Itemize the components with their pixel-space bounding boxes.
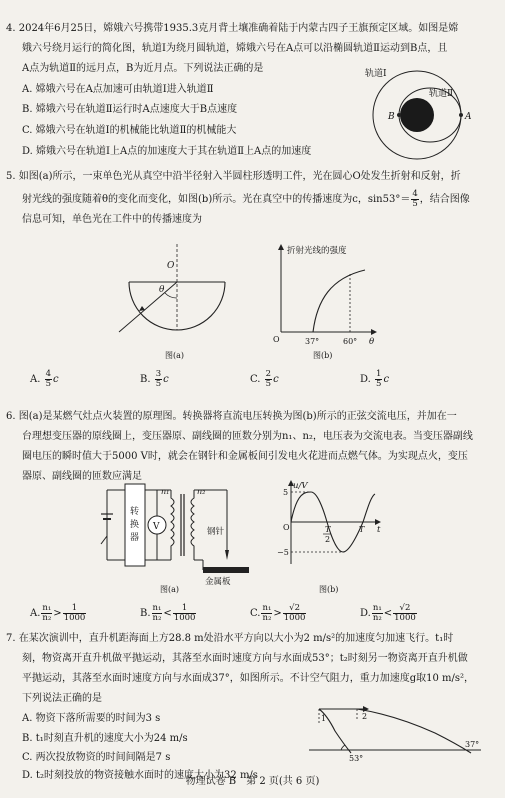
incident-ray xyxy=(119,282,177,332)
primary-coil xyxy=(171,490,174,560)
sin53-fraction: $\frac{4}{5}$ xyxy=(412,189,418,209)
trajectory-2-label: 2 xyxy=(362,712,368,721)
q6-voltage-figure xyxy=(275,478,385,598)
figure-b-caption: 图(b) xyxy=(313,351,333,360)
q5-option-d[interactable]: D. $\frac{1}{5}$ c xyxy=(360,369,390,389)
page-footer: 物理试卷 B 第 2 页(共 6 页) xyxy=(185,776,320,787)
orbit-2-label: 轨道Ⅱ xyxy=(429,89,454,99)
y-axis-arrow xyxy=(278,244,284,250)
q5-figure-a xyxy=(115,240,235,365)
q5-figure-b xyxy=(265,240,385,365)
tick-half-t-den: 2 xyxy=(325,535,331,544)
theta-arc xyxy=(165,293,177,298)
q4-stem-line-3: A点为轨道Ⅱ的远月点，B为近月点。下列说法正确的是 xyxy=(22,63,264,74)
needle-label: 钢针 xyxy=(207,527,225,537)
q7-stem-line-3: 平抛运动，其落至水面时速度方向与水面成37°，如图所示。不计空气阻力，重力加速度g取10 m/s²， xyxy=(22,673,475,684)
q6-stem-line-2: 台理想变压器的原线圈上，变压器原、副线圈的匝数分别为n₁、n₂，电压表为交流电表。当变压器副线 xyxy=(22,431,473,442)
voltmeter-label: V xyxy=(153,522,160,532)
q4-stem-line-1: 4. 2024年6月25日，嫦娥六号携带1935.3克月背土壤准确着陆于内蒙古四子王旗预定区域。如图是嫦 xyxy=(6,23,459,34)
q4-option-c[interactable]: C. 嫦娥六号在轨道Ⅰ的机械能比轨道Ⅱ的机械能大 xyxy=(22,125,237,136)
q7-option-b[interactable]: B. t₁时刻直升机的速度大小为24 m/s xyxy=(22,733,188,744)
q6-option-c[interactable]: C. $\frac{\text{n₁}}{\text{n₂}}$ > $\frac{√2}{1000}$ xyxy=(250,603,306,623)
q4-stem-line-2: 娥六号绕月运行的简化图，轨道Ⅰ为绕月圆轨道，嫦娥六号在A点可以沿椭圆轨道Ⅱ运动到B点，且 xyxy=(22,43,448,54)
q7-trajectory-figure xyxy=(305,705,485,763)
u-axis-label: u/V xyxy=(293,481,308,491)
theta-label: θ xyxy=(159,285,165,295)
y-axis-label: 折射光线的强度 xyxy=(287,246,347,256)
secondary-coil xyxy=(191,490,194,560)
switch-blade xyxy=(101,536,107,544)
angle-37-label: 37° xyxy=(465,740,480,749)
trajectory-2 xyxy=(357,709,471,753)
q5-option-b[interactable]: B. $\frac{3}{5}$ c xyxy=(140,369,169,389)
q6-stem-line-4: 器原、副线圈的匝数应满足 xyxy=(22,471,142,482)
tick-t: T xyxy=(359,525,365,534)
figure-a-caption: 图(a) xyxy=(165,351,185,360)
q7-stem-line-4: 下列说法正确的是 xyxy=(22,693,102,704)
orbit-1-label: 轨道Ⅰ xyxy=(365,69,387,79)
q6-figure-b-caption: 图(b) xyxy=(319,585,339,594)
converter-char-3: 器 xyxy=(130,533,140,543)
q5-stem-line-2 xyxy=(22,190,470,209)
q4-orbit-figure xyxy=(355,62,485,162)
q5-stem-line-3: 信息可知，单色光在工件中的传播速度为 xyxy=(22,214,202,225)
moon-circle xyxy=(400,98,434,132)
q5-option-a[interactable]: A. $\frac{4}{5}$ c xyxy=(30,369,59,389)
q6-option-d[interactable]: D. $\frac{\text{n₁}}{\text{n₂}}$ < $\frac{√2}{1000}$ xyxy=(360,603,416,623)
tick-half-t-num: T xyxy=(325,525,331,534)
n2-label: n₂ xyxy=(197,487,206,496)
point-o-label: O xyxy=(167,261,175,271)
point-a-dot xyxy=(459,113,463,117)
trajectory-1-label: 1 xyxy=(321,714,327,723)
n1-label: n₁ xyxy=(161,487,170,496)
q6-origin-label: O xyxy=(283,523,290,532)
q4-option-d[interactable]: D. 嫦娥六号在轨道Ⅰ上A点的加速度大于其在轨道Ⅱ上A点的加速度 xyxy=(22,146,312,157)
q6-circuit-figure xyxy=(95,480,255,595)
metal-plate xyxy=(203,567,249,573)
converter-char-2: 换 xyxy=(130,520,140,530)
converter-char-1: 转 xyxy=(130,507,140,517)
q6-stem-line-3: 圈电压的瞬时值大于5000 V时，就会在钢针和金属板间引发电火花进而点燃气体。为实现点火，变压 xyxy=(22,451,468,462)
t-axis-label: t xyxy=(377,525,381,535)
q6-option-b[interactable]: B. $\frac{\text{n₁}}{\text{n₂}}$ < $\frac{1}{1000}$ xyxy=(140,603,196,623)
x-axis-arrow xyxy=(371,329,377,335)
q7-stem-line-1: 7. 在某次演训中，直升机距海面上方28.8 m处沿水平方向以大小为2 m/s²的加速度匀加速飞行。t₁时 xyxy=(6,633,454,644)
q5-option-c[interactable]: C. $\frac{2}{5}$ c xyxy=(250,369,279,389)
intensity-curve xyxy=(313,270,365,332)
point-a-label: A xyxy=(465,112,472,122)
q5-stem-line-2-text: 射光线的强度随着θ的变化而变化，如图(b)所示。光在真空中的传播速度为c，sin53°＝ xyxy=(22,194,411,205)
plate-label: 金属板 xyxy=(205,577,231,587)
tick-37: 37° xyxy=(305,337,320,346)
point-b-label: B xyxy=(388,112,395,122)
q6-stem-line-1: 6. 图(a)是某燃气灶点火装置的原理图。转换器将直流电压转换为图(b)所示的正弦交流电压，并加在一 xyxy=(6,411,457,422)
q4-option-a[interactable]: A. 嫦娥六号在A点加速可由轨道Ⅰ进入轨道Ⅱ xyxy=(22,84,214,95)
steel-needle xyxy=(225,550,229,560)
q7-option-d[interactable]: D. t₂时刻投放的物资接触水面时的速度大小为32 m/s xyxy=(22,770,258,781)
origin-label: O xyxy=(273,335,280,344)
q4-option-b[interactable]: B. 嫦娥六号在轨道Ⅱ运行时A点速度大于B点速度 xyxy=(22,104,238,115)
tick-60: 60° xyxy=(343,337,358,346)
q5-stem-line-2-end: ，结合图像 xyxy=(419,194,470,205)
u-top-value: 5 xyxy=(283,488,289,497)
x-axis-label: θ xyxy=(369,337,375,347)
q7-option-c[interactable]: C. 两次投放物资的时间间隔是7 s xyxy=(22,752,171,763)
q5-stem-line-1: 5. 如图(a)所示，一束单色光从真空中沿半径射入半圆柱形透明工件，光在圆心O处发生折射和反射，折 xyxy=(6,171,461,182)
q7-stem-line-2: 刻，物资离开直升机做平抛运动，其落至水面时速度方向与水面成53°；t₂时刻另一物资离开直升机做 xyxy=(22,653,468,664)
u-bottom-value: −5 xyxy=(277,548,289,557)
q6-option-a[interactable]: A. $\frac{\text{n₁}}{\text{n₂}}$ > $\frac{1}{1000}$ xyxy=(30,603,86,623)
q7-option-a[interactable]: A. 物资下落所需要的时间为3 s xyxy=(22,713,161,724)
point-b-dot xyxy=(397,113,401,117)
q6-figure-a-caption: 图(a) xyxy=(160,585,180,594)
angle-53-label: 53° xyxy=(349,754,364,763)
